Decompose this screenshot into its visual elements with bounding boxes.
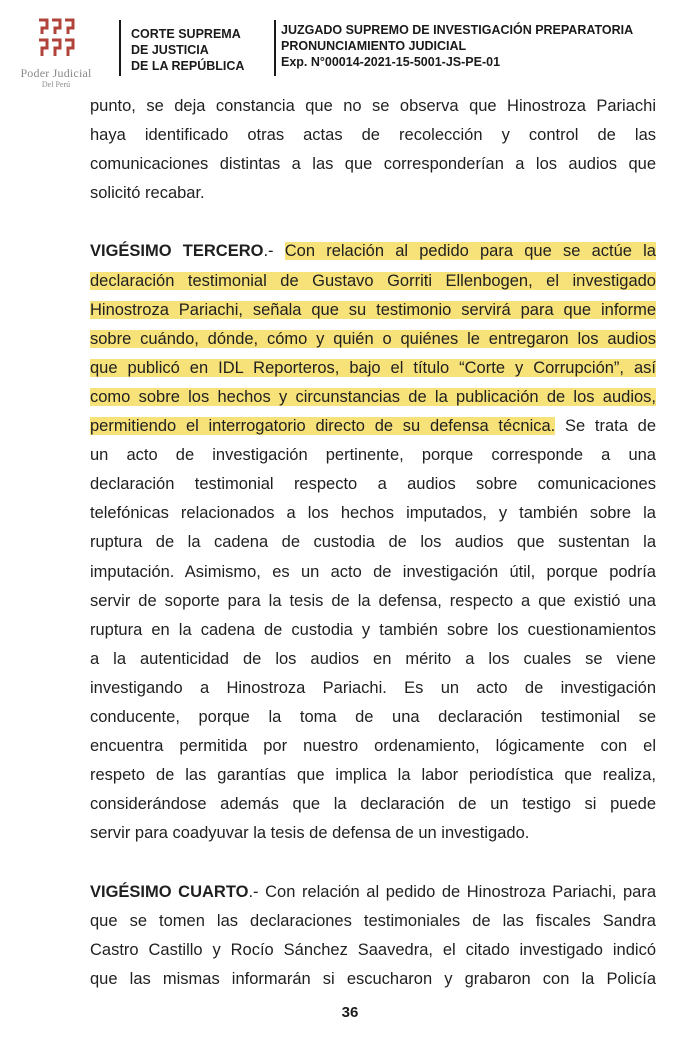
text-line: encuentra permitida por nuestro ordenamiento, lógicamente con el	[90, 737, 656, 756]
court-line: CORTE SUPREMA	[131, 27, 241, 41]
header-divider	[274, 20, 276, 76]
text-line: solicitó recabar.	[90, 184, 205, 203]
case-number: Exp. N°00014-2021-15-5001-JS-PE-01	[281, 55, 501, 69]
text-line: ruptura de la cadena de custodia de los audios que sustentan la	[90, 533, 656, 552]
text-line: Castro Castillo y Rocío Sánchez Saavedra, el citado investigado indicó	[90, 940, 656, 959]
header-divider	[119, 20, 121, 76]
text-line: conducente, porque la toma de una declaración testimonial se	[90, 707, 656, 726]
poder-judicial-logo	[10, 16, 102, 96]
highlighted-text: que publicó en IDL Reporteros, bajo el título “Corte y Corrupción”, así	[90, 358, 656, 377]
poder-judicial-emblem-icon	[36, 16, 76, 60]
text-line	[90, 383, 656, 412]
section-heading: VIGÉSIMO TERCERO	[90, 242, 264, 261]
highlighted-text: Con relación al pedido para que se actúe la	[284, 242, 656, 261]
text-line: permitiendo el interrogatorio directo de su defensa técnica. Se trata de	[90, 417, 657, 436]
text-line: respeto de las garantías que implica la labor periodística que realiza,	[90, 766, 656, 785]
text-line: servir de soporte para la tesis de la defensa, respecto a que existió una	[90, 591, 656, 610]
text-line: investigando a Hinostroza Pariachi. Es un acto de investigación	[90, 678, 656, 697]
text-line: comunicaciones distintas a las que corresponderían a los audios que	[90, 155, 656, 174]
text-line	[90, 267, 656, 296]
court-name	[131, 26, 244, 74]
highlighted-text: Hinostroza Pariachi, señala que su testimonio servirá para que informe	[90, 300, 656, 319]
text-line: haya identificado otras actas de recolección y control de las	[90, 126, 656, 145]
text-line: considerándose además que la declaración de un testigo si puede	[90, 795, 656, 814]
logo-subtitle: Del Perú	[41, 80, 71, 89]
page-number: 36	[341, 1004, 359, 1021]
text-line: punto, se deja constancia que no se observa que Hinostroza Pariachi	[90, 97, 656, 115]
text-line: a la autenticidad de los audios en mérito a los cuales se viene	[90, 649, 656, 668]
document-header	[0, 0, 700, 100]
highlighted-text: sobre cuándo, dónde, cómo y quién o quiénes le entregaron los audios	[90, 329, 656, 348]
text-line: VIGÉSIMO TERCERO.- Con relación al pedido para que se actúe la	[90, 242, 656, 261]
court-line: DE JUSTICIA	[131, 43, 209, 57]
text-line: declaración testimonial respecto a audios sobre comunicaciones	[90, 475, 656, 494]
highlighted-text: permitiendo el interrogatorio directo de su defensa técnica.	[90, 417, 556, 436]
section-heading: VIGÉSIMO CUARTO	[90, 882, 249, 901]
text-line: VIGÉSIMO CUARTO.- Con relación al pedido de Hinostroza Pariachi, para	[90, 882, 656, 901]
text-line: ruptura en la cadena de custodia y también sobre los cuestionamientos	[90, 620, 656, 639]
court-line: DE LA REPÚBLICA	[131, 59, 245, 73]
text-line	[90, 325, 656, 354]
text-line: telefónicas relacionados a los hechos imputados, y también sobre la	[90, 504, 656, 523]
text-line	[90, 354, 656, 383]
document-body	[90, 92, 656, 994]
text-line	[90, 296, 656, 325]
text-line: que se tomen las declaraciones testimoniales de las fiscales Sandra	[90, 911, 656, 930]
document-type: PRONUNCIAMIENTO JUDICIAL	[281, 39, 467, 53]
text-line: que las mismas informarán si escucharon y grabaron con la Policía	[90, 969, 656, 988]
highlighted-text: declaración testimonial de Gustavo Gorriti Ellenbogen, el investigado	[90, 271, 656, 290]
highlighted-text: como sobre los hechos y circunstancias de la publicación de los audios,	[90, 387, 656, 406]
text-line: un acto de investigación pertinente, porque corresponde a una	[90, 446, 656, 465]
text-line: servir para coadyuvar la tesis de defensa de un investigado.	[90, 824, 530, 843]
court-office: JUZGADO SUPREMO DE INVESTIGACIÓN PREPARATORIA	[281, 23, 634, 37]
text-line: imputación. Asimismo, es un acto de investigación útil, porque podría	[90, 562, 656, 581]
logo-name: Poder Judicial	[20, 66, 92, 80]
case-info	[281, 22, 633, 70]
